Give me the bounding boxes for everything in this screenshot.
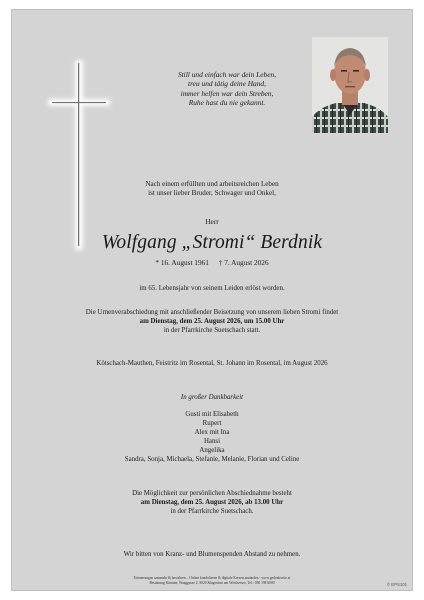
poem-line: Still und einfach war dein Leben,	[177, 70, 277, 79]
portrait-photo	[312, 37, 388, 133]
gratitude-heading: In großer Dankbarkeit	[180, 394, 244, 401]
poem-line: Ruhe hast du nie gekannt.	[188, 98, 266, 108]
death-date: † 7. August 2026	[218, 258, 269, 267]
poem-line: immer helfen war dein Streben,	[180, 88, 274, 98]
birth-date: * 16. August 1961	[155, 258, 209, 267]
farewell-place: in der Pfarrkirche Suetschach.	[170, 508, 254, 516]
ceremony-date: am Dienstag, dem 25. August 2026, um 15.00 Uhr	[139, 318, 285, 326]
mourner: Hansi	[203, 438, 221, 446]
donation-request: Wir bitten von Kranz- und Blumenspenden Abstand zu nehmen.	[123, 551, 301, 558]
footer	[12, 576, 412, 586]
age-line: im 65. Lebensjahr von seinem Leiden erlöst worden.	[139, 285, 285, 292]
poem-line: treu und tätig deine Hand,	[188, 79, 266, 89]
life-dates	[12, 258, 412, 267]
deceased-name: Wolfgang „Stromi“ Berdnik	[101, 232, 323, 253]
places-date-line: Kötschach-Mauthen, Feistritz im Rosental, St. Johann im Rosental, im August 2026	[96, 360, 328, 367]
farewell-text	[12, 489, 412, 516]
mourner: Rupert	[202, 420, 222, 428]
ceremony-text	[12, 308, 412, 335]
mourners-list	[12, 410, 412, 465]
ceremony-line: Die Urnenverabschiedung mit anschließender Beisetzung von unserem lieben Stromi findet	[85, 309, 339, 316]
poem	[132, 70, 322, 108]
ceremony-place: in der Pfarrkirche Suetschach statt.	[163, 327, 261, 335]
footer-line: Bestattung Kärnten, Waaggasse 2, 9020 Klagenfurt am Wörthersee, Tel.: 050 198 6000	[149, 580, 275, 585]
intro-text	[12, 180, 412, 199]
farewell-line: Die Möglichkeit zur persönlichen Abschiednahme besteht	[132, 490, 292, 497]
obituary-card	[11, 9, 413, 591]
mourner: Angelika	[199, 447, 225, 455]
mourner: Alex mit Ina	[194, 429, 230, 437]
farewell-date: am Dienstag, dem 25. August 2026, ab 13.00 Uhr	[140, 499, 284, 507]
intro-line: Nach einem erfüllten und arbeitsreichen Leben	[145, 180, 279, 188]
mourner: Gusti mit Elisabeth	[185, 411, 239, 418]
footer-line: Erinnerungen sammeln & bewahren – Online kondolieren & digitale Kerzen anzünden - www.gedenkseite.at	[133, 576, 291, 580]
mourner: Sandra, Sonja, Michaela, Stefanie, Melanie, Florian und Celine	[124, 456, 300, 464]
intro-line: ist unser lieber Bruder, Schwager und Onkel,	[148, 189, 276, 198]
credit-mark: © EPS101	[386, 582, 407, 587]
salutation: Herr	[205, 217, 219, 226]
